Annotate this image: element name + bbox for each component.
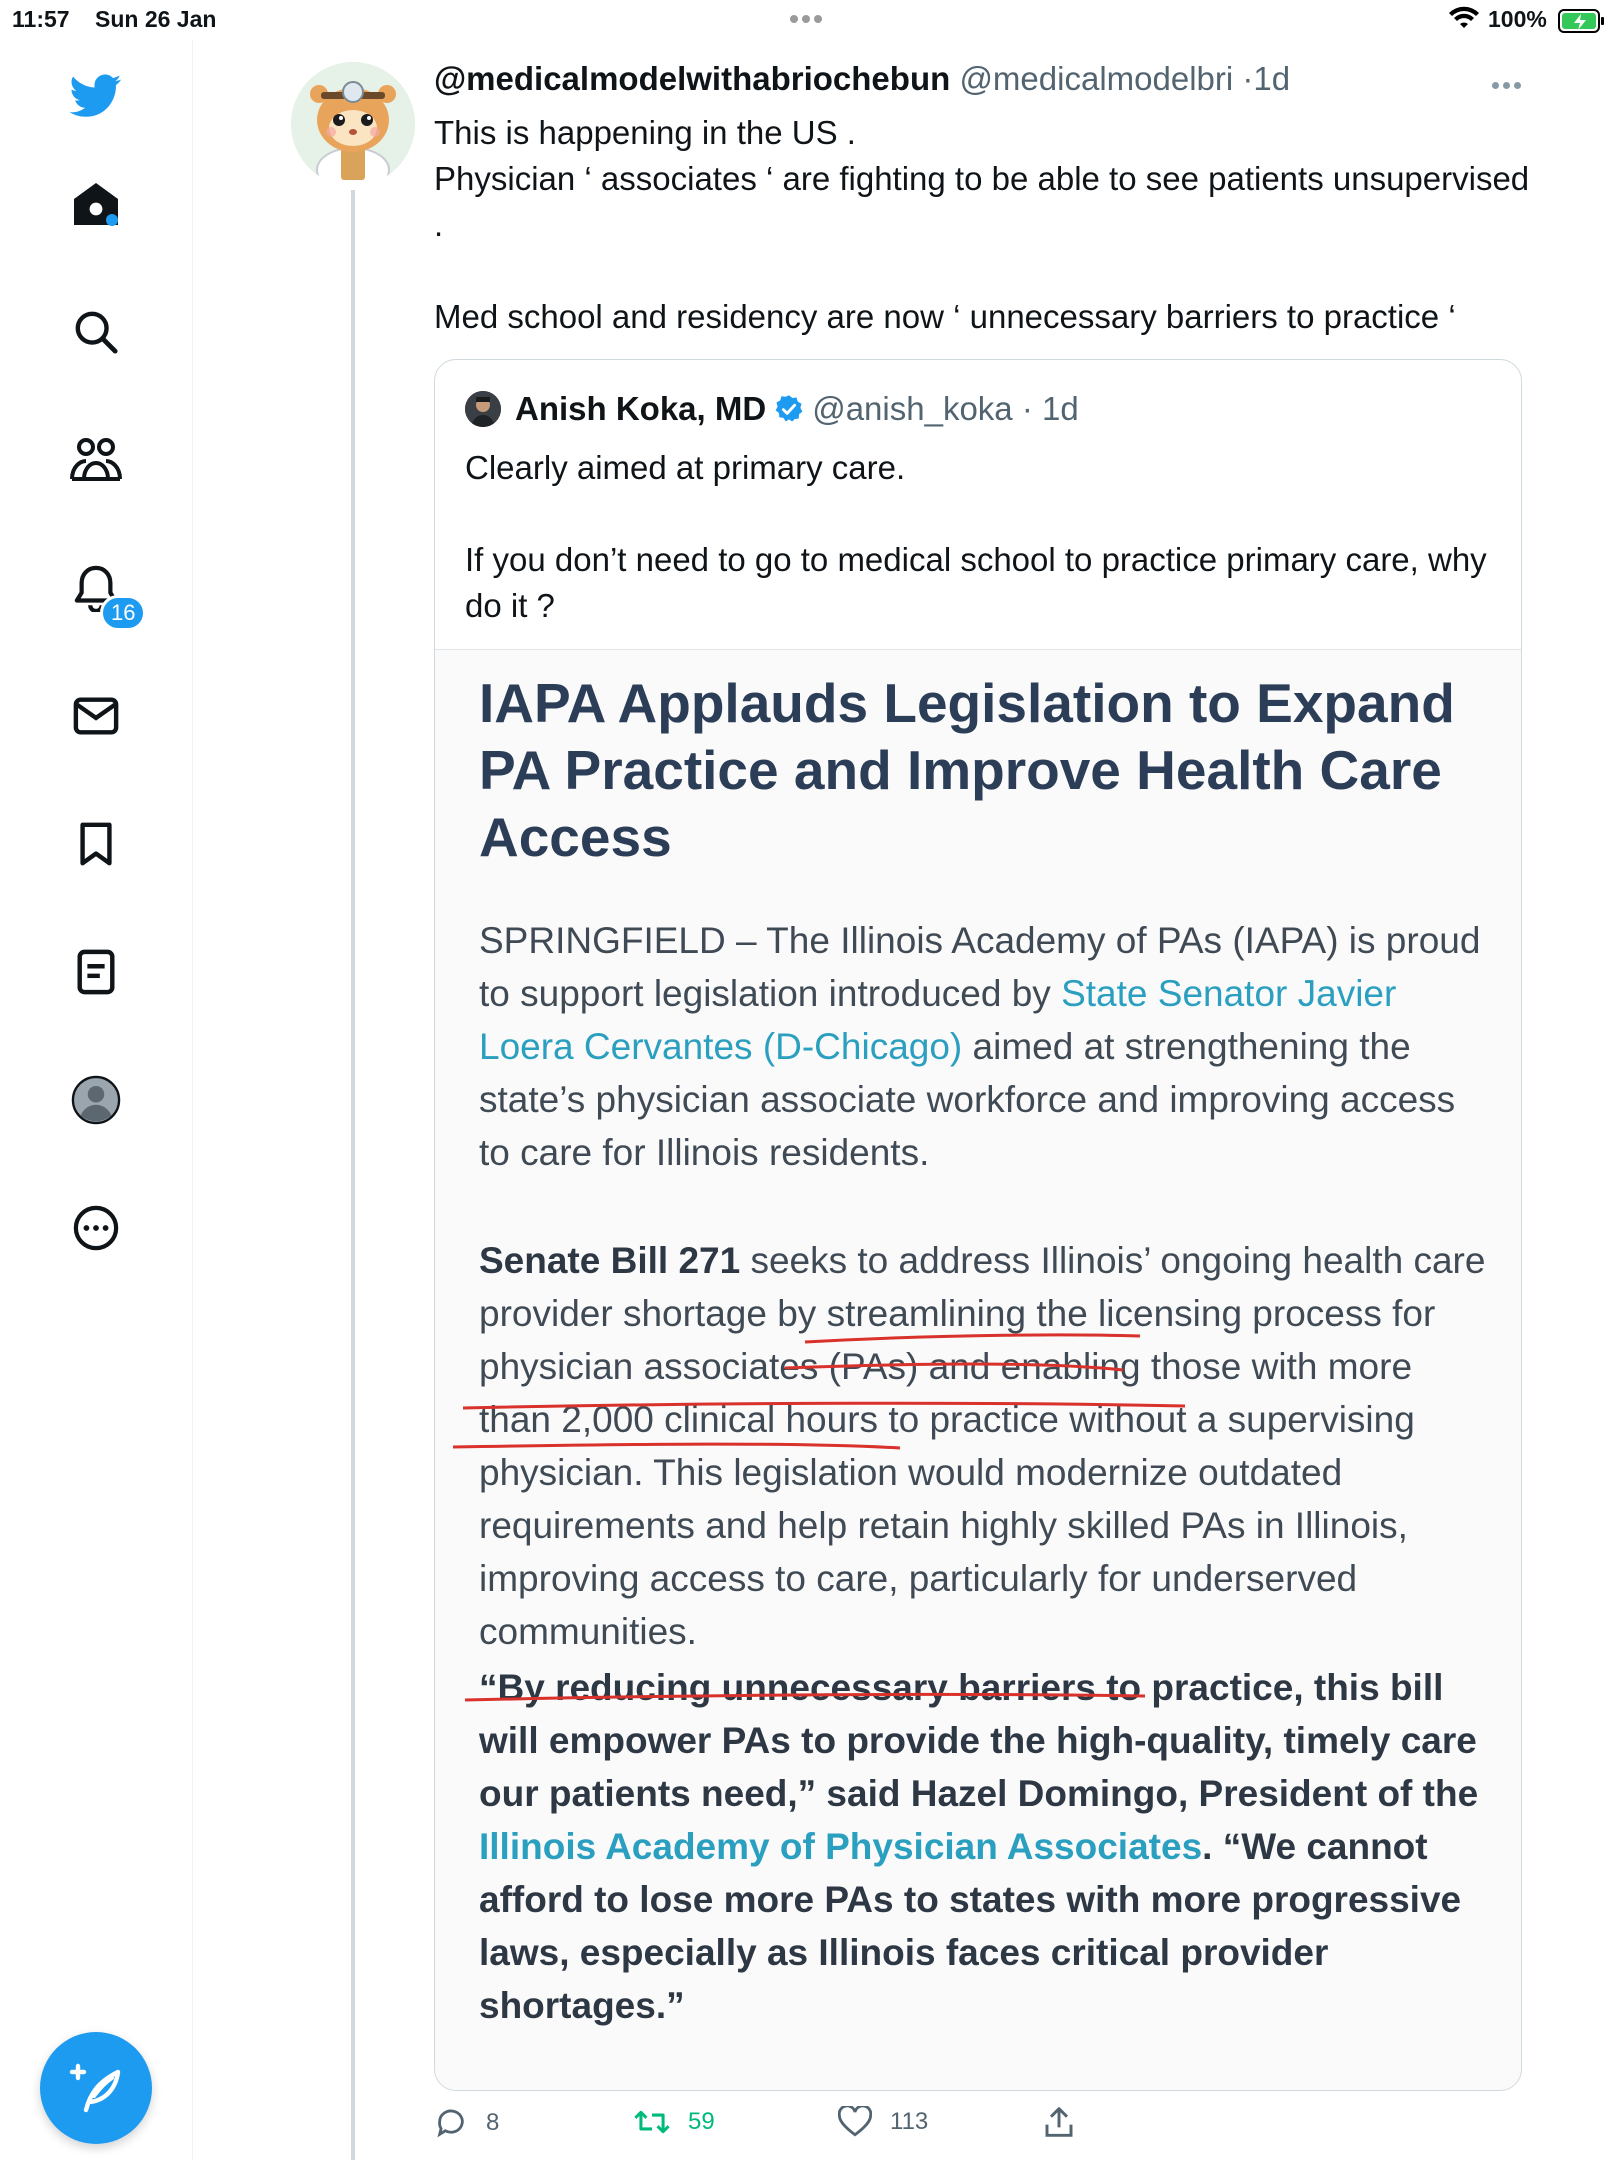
tweet-more-options-icon[interactable] <box>1490 76 1523 94</box>
sidebar-item-home[interactable] <box>62 170 130 238</box>
quoted-author-display-name[interactable]: Anish Koka, MD <box>515 390 767 427</box>
quoted-author-handle[interactable]: @anish_koka <box>812 390 1013 427</box>
sidebar-nav <box>0 40 193 2160</box>
more-circle-icon <box>73 1205 119 1251</box>
sidebar-item-more[interactable] <box>62 1194 130 1262</box>
like-button[interactable] <box>838 2106 928 2138</box>
retweet-count: 59 <box>688 2108 715 2135</box>
article-p1-text-end: aimed at strengthening the state’s physician associate workforce and improving access to care for Illinois residents. <box>479 1026 1456 1173</box>
quoted-article-image[interactable] <box>435 650 1521 2090</box>
status-bar <box>0 0 1620 40</box>
mail-icon <box>73 696 119 736</box>
thread-line <box>351 190 355 2160</box>
notification-count-badge: 16 <box>100 595 146 631</box>
separator-dot: · <box>1242 60 1254 97</box>
sidebar-item-communities[interactable] <box>62 426 130 494</box>
tweet-time[interactable]: 1d <box>1253 60 1291 97</box>
wifi-icon <box>1448 6 1480 32</box>
retweet-icon <box>634 2106 670 2138</box>
article-paragraph-1 <box>479 914 1489 1179</box>
article-title: IAPA Applauds Legislation to Expand PA Practice and Improve Health Care Access <box>479 672 1455 868</box>
compose-tweet-button[interactable] <box>40 2032 152 2144</box>
hamster-doctor-avatar-icon <box>291 62 415 186</box>
compose-feather-icon <box>68 2060 124 2116</box>
separator-dot: · <box>1012 390 1042 427</box>
author-avatar[interactable] <box>291 62 415 186</box>
communities-icon <box>70 437 122 483</box>
tweet-actions-bar <box>434 2106 1534 2146</box>
article-p3-text: “By reducing unnecessary barriers to practice, this bill will empower PAs to provide the high-quality, timely care our patients need,” said Hazel Domingo, President of the <box>479 1667 1479 1814</box>
article-bill-name: Senate Bill 271 <box>479 1240 741 1281</box>
article-p1-text: SPRINGFIELD – The Illinois Academy of PAs (IAPA) is proud to support legislation introduced by <box>479 920 1481 1014</box>
sidebar-item-bookmarks[interactable] <box>62 810 130 878</box>
retweet-button[interactable] <box>634 2106 715 2138</box>
article-iapa-link: Illinois Academy of Physician Associates <box>479 1826 1203 1867</box>
tweet-text: This is happening in the US . Physician ‘ associates ‘ are fighting to be able to see patients unsupervised . Med school and residency are now ‘ unnecessary barriers to practice ‘ <box>434 114 1530 335</box>
article-p2-text: seeks to address Illinois’ ongoing health care provider shortage by streamlining the licensing process for physician associates (PAs) and enabling those with more than 2,000 clinical hours to practice without a supervising physician. This legislation would modernize outdated requirements and help retain highly skilled PAs in Illinois, improving access to care, particularly for underserved communities. <box>479 1240 1486 1652</box>
tweet-header <box>434 60 1290 98</box>
like-count: 113 <box>890 2108 929 2135</box>
quoted-tweet-card[interactable] <box>434 359 1522 2091</box>
profile-avatar-icon <box>71 1075 121 1125</box>
sidebar-item-messages[interactable] <box>62 682 130 750</box>
quoted-tweet-time[interactable]: 1d <box>1041 390 1079 427</box>
reply-count: 8 <box>486 2109 500 2136</box>
sidebar-item-explore[interactable] <box>62 298 130 366</box>
quoted-tweet-text: Clearly aimed at primary care. If you don’t need to go to medical school to practice primary care, why do it ? <box>465 449 1487 624</box>
bookmark-icon <box>76 821 116 867</box>
sidebar-item-profile[interactable] <box>62 1066 130 1134</box>
home-unread-dot <box>106 214 118 226</box>
search-icon <box>73 309 119 355</box>
reply-icon <box>434 2106 468 2140</box>
verified-badge-icon <box>774 394 804 424</box>
article-paragraph-3 <box>479 1661 1489 2032</box>
article-p3-text-end: . “We cannot afford to lose more PAs to states with more progressive laws, especially as Illinois faces critical provider shortages.” <box>479 1826 1462 2026</box>
author-handle[interactable]: @medicalmodelbri <box>959 60 1234 97</box>
multitasking-dots-icon[interactable] <box>788 10 824 28</box>
author-display-name[interactable]: @medicalmodelwithabriochebun <box>434 60 951 97</box>
reply-button[interactable] <box>434 2106 499 2140</box>
battery-percent: 100% <box>1488 6 1547 32</box>
status-time: 11:57 <box>12 6 70 32</box>
twitter-logo-icon[interactable] <box>62 62 130 130</box>
share-icon <box>1044 2106 1074 2138</box>
quoted-tweet-header <box>465 390 1079 428</box>
quoted-author-avatar[interactable] <box>465 391 501 427</box>
status-date: Sun 26 Jan <box>95 6 217 32</box>
share-button[interactable] <box>1044 2106 1074 2138</box>
heart-icon <box>838 2106 872 2138</box>
battery-charging-icon <box>1558 8 1606 34</box>
article-paragraph-2 <box>479 1234 1489 1658</box>
article-senator-link: State Senator Javier Loera Cervantes (D-Chicago) <box>479 973 1397 1067</box>
sidebar-item-lists[interactable] <box>62 938 130 1006</box>
list-icon <box>76 949 116 995</box>
